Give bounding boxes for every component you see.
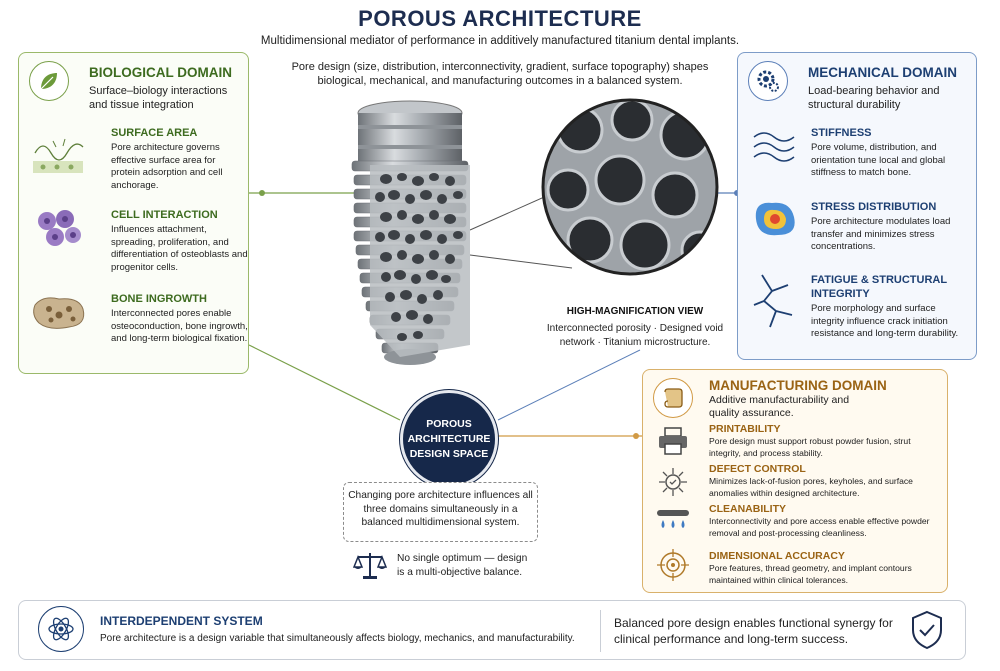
magnification-desc: Interconnected porosity · Designed void network · Titanium microstructure. (546, 323, 724, 348)
page-subtitle: Multidimensional mediator of performance in additively manufactured titanium dental implants. (260, 35, 740, 47)
atom-icon (38, 606, 84, 652)
magnification-label: HIGH-MAGNIFICATION VIEW (566, 306, 704, 317)
manufacturing-domain-subtitle: Additive manufacturability and quality assurance. (709, 394, 850, 419)
manufacturing-domain-panel (642, 369, 948, 593)
defect-control-title: DEFECT CONTROL (709, 463, 806, 475)
cleanability-title: CLEANABILITY (709, 503, 786, 515)
mechanical-domain-subtitle: Load-bearing behavior and structural durability (808, 85, 940, 111)
stiffness-title: STIFFNESS (811, 127, 872, 139)
balance-note: No single optimum — design is a multi-objective balance. (397, 553, 528, 578)
system-desc: Pore architecture is a design variable that simultaneously affects biology, mechanics, and manufacturability. (100, 633, 575, 644)
stiffness-desc: Pore volume, distribution, and orientation tune local and global stiffness to match bone. (811, 142, 946, 178)
leaf-icon (29, 61, 69, 101)
dimensional-accuracy-title: DIMENSIONAL ACCURACY (709, 550, 845, 562)
design-space-center: POROUS ARCHITECTURE DESIGN SPACE (400, 390, 498, 488)
crack-icon (752, 271, 798, 336)
shield-check-icon (910, 610, 944, 655)
cell-interaction-title: CELL INTERACTION (111, 209, 218, 221)
system-summary: Balanced pore design enables functional synergy for clinical performance and long-term success. (614, 616, 893, 646)
mechanical-domain-title: MECHANICAL DOMAIN (808, 65, 957, 80)
target-icon (656, 548, 690, 587)
bone-ingrowth-desc: Interconnected pores enable osteoconduction, bone ingrowth, and long-term biological fixation. (111, 308, 248, 344)
gears-icon (748, 61, 788, 101)
scroll-icon (653, 378, 693, 418)
cleanability-desc: Interconnectivity and pore access enable effective powder removal and post-processing cleanliness. (709, 516, 930, 538)
change-note-box: Changing pore architecture influences all three domains simultaneously in a balanced multidimensional system. (343, 482, 538, 542)
surface-area-desc: Pore architecture governs effective surface area for protein adsorption and cell anchorage. (111, 142, 223, 191)
stress-distribution-desc: Pore architecture modulates load transfer and minimizes stress concentrations. (811, 216, 951, 252)
intro-text: Pore design (size, distribution, interconnectivity, gradient, surface topography) shapes biological, mechanical, and manufacturing outcomes in a balanced system. (291, 61, 709, 87)
printability-desc: Pore design must support robust powder fusion, strut integrity, and process stability. (709, 436, 911, 458)
biological-domain-title: BIOLOGICAL DOMAIN (89, 65, 232, 80)
cells-icon (31, 205, 87, 258)
cell-interaction-desc: Influences attachment, spreading, proliferation, and differentiation of osteoblasts and progenitor cells. (111, 224, 248, 273)
page-title: POROUS ARCHITECTURE (358, 6, 642, 31)
manufacturing-domain-title: MANUFACTURING DOMAIN (709, 378, 887, 393)
scales-icon (353, 550, 387, 585)
surface-area-icon (29, 131, 87, 186)
stress-map-icon (750, 197, 800, 246)
bone-ingrowth-title: BONE INGROWTH (111, 293, 207, 305)
stiffness-icon (750, 127, 798, 172)
fatigue-title: FATIGUE & STRUCTURAL INTEGRITY (811, 274, 947, 300)
printability-title: PRINTABILITY (709, 423, 781, 435)
defect-control-desc: Minimizes lack-of-fusion pores, keyholes, and surface anomalies within designed architecture. (709, 476, 913, 498)
magnified-pore-view (540, 90, 720, 285)
system-divider (600, 610, 601, 652)
biological-domain-panel (18, 52, 249, 374)
implant-illustration (330, 95, 490, 380)
surface-area-title: SURFACE AREA (111, 127, 198, 139)
dimensional-accuracy-desc: Pore features, thread geometry, and implant contours maintained within clinical tolerances. (709, 563, 912, 585)
mechanical-domain-panel (737, 52, 977, 360)
stress-distribution-title: STRESS DISTRIBUTION (811, 201, 937, 213)
defect-icon (655, 466, 691, 503)
printer-icon (657, 426, 689, 461)
bone-icon (29, 291, 89, 340)
fatigue-desc: Pore morphology and surface integrity influence crack initiation resistance and long-term durability. (811, 303, 959, 339)
droplets-icon (655, 506, 691, 541)
system-title: INTERDEPENDENT SYSTEM (100, 614, 263, 628)
biological-domain-subtitle: Surface–biology interactions and tissue integration (89, 85, 228, 111)
